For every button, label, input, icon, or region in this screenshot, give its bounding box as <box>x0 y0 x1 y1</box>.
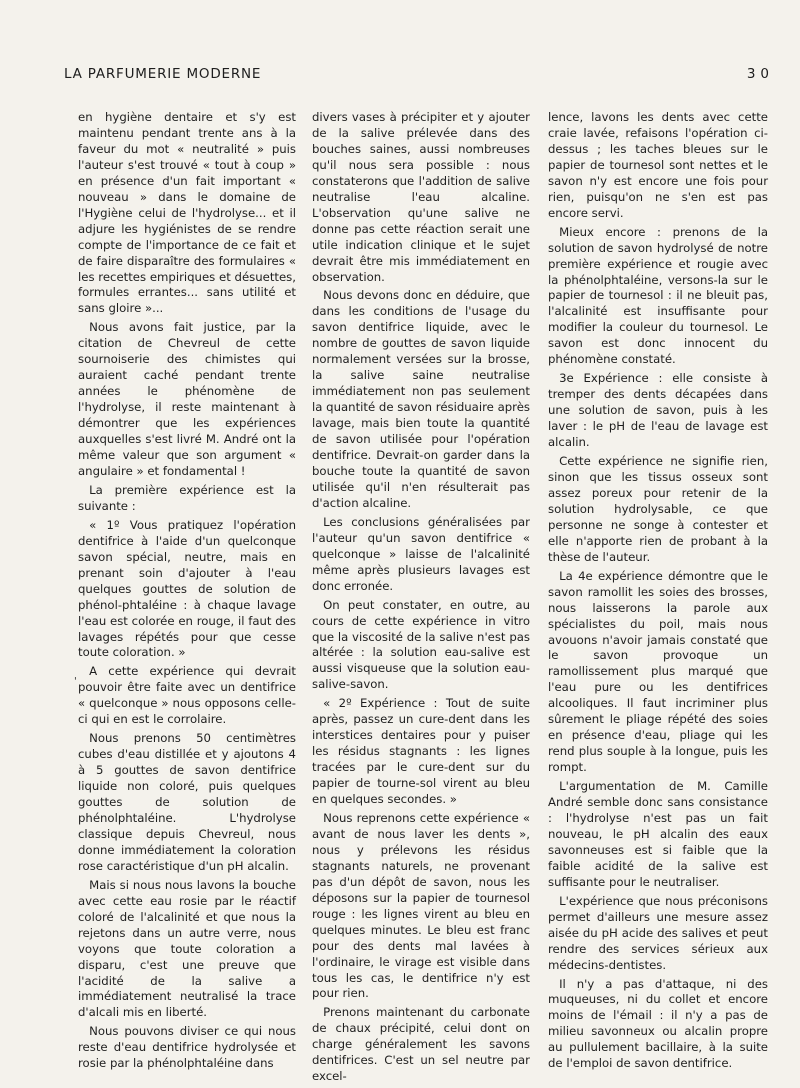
paragraph: Nous prenons 50 centimètres cubes d'eau distillée et y ajoutons 4 à 5 gouttes de savon dentifrice liquide non coloré, puis quelques gouttes de solution de phénolphtaléine. L'hydrolyse classique depuis Chevreul, nous donne immédiatement la coloration rose caractéristique d'un pH alcalin. <box>78 731 296 873</box>
paragraph: L'argumentation de M. Camille André semble donc sans consistance : l'hydrolyse n'est pas un fait nouveau, le pH alcalin des eaux savonneuses est si faible que la faible acidité de la salive est suffisante pour le neutraliser. <box>548 779 768 889</box>
column-3 <box>548 110 768 1075</box>
paragraph: « 1º Vous pratiquez l'opération dentifrice à l'aide d'un quelconque savon spécial, neutre, mais en prenant soin d'ajouter à l'eau quelques gouttes de solution de phénol-phtaléine : à chaque lavage l'eau est colorée en rouge, il faut des lavages répétés pour que cesse toute coloration. » <box>78 517 296 660</box>
paragraph: L'expérience que nous préconisons permet d'ailleurs une mesure assez aisée du pH acide des salives et peut rendre des services sérieux aux médecins-dentistes. <box>548 893 768 972</box>
paragraph: Mieux encore : prenons de la solution de savon hydrolysé de notre première expérience et rougie avec la phénolphtaléine, versons-la sur le papier de tournesol : il ne bleuit pas, l'alcalinité est insuffisante pour modifier la couleur du tournesol. Le savon est donc innocent du phénomène constaté. <box>548 224 768 367</box>
paragraph: Nous reprenons cette expérience « avant de nous laver les dents », nous y prélevons les résidus stagnants naturels, ne provenant pas d'un dépôt de savon, nous les déposons sur la papier de tournesol rouge : les lignes virent au bleu en quelques minutes. Le bleu est franc pour des dents mal lavées à l'ordinaire, le virage est visible dans tous les cas, le dentifrice n'y est pour rien. <box>312 810 530 1001</box>
paragraph: Cette expérience ne signifie rien, sinon que les tissus osseux sont assez poreux pour retenir de la solution hydrolysable, ce que personne ne songe à contester et elle n'apporte rien de probant à la thèse de l'auteur. <box>548 454 768 564</box>
journal-title: LA PARFUMERIE MODERNE <box>64 66 262 82</box>
column-1 <box>78 110 296 1075</box>
paragraph: Nous devons donc en déduire, que dans les conditions de l'usage du savon dentifrice liquide, avec le nombre de gouttes de savon liquide normalement versées sur la brosse, la salive saine neutralise immédiatement non pas seulement la quantité de savon résiduaire après lavage, mais bien toute la quantité de savon utilisée pour l'opération dentifrice. Devrait-on garder dans la bouche toute la quantité de savon utilisée qu'il n'en résulterait pas d'action alcaline. <box>312 288 530 510</box>
paragraph: Les conclusions généralisées par l'auteur qu'un savon dentifrice « quelconque » laisse de l'alcalinité même après plusieurs lavages est donc erronée. <box>312 514 530 593</box>
paragraph: Nous avons fait justice, par la citation de Chevreul de cette sournoiserie des chimistes qui auraient caché pendant trente années le phénomène de l'hydrolyse, il reste maintenant à démontrer que les expériences auxquelles s'est livré M. André ont la même valeur que son argument « angulaire » et fondamental ! <box>78 320 296 478</box>
paragraph: Nous pouvons diviser ce qui nous reste d'eau dentifrice hydrolysée et rosie par la phénolphtaléine dans <box>78 1024 296 1071</box>
paragraph: lence, lavons les dents avec cette craie lavée, refaisons l'opération ci-dessus ; les taches bleues sur le papier de tournesol sont nettes et le savon n'y est encore une fois pour rien, puisqu'on ne s'en est pas encore servi. <box>548 110 768 220</box>
paragraph: « 2º Expérience : Tout de suite après, passez un cure-dent dans les interstices dentaires pour y puiser les résidus stagnants : les lignes tracées par le cure-dent sur du papier de tourne-sol virent au bleu en quelques secondes. » <box>312 696 530 807</box>
paragraph: Il n'y a pas d'attaque, ni des muqueuses, ni du collet et encore moins de l'émail : il n'y a pas de milieu savonneux ou alcalin propre au pullulement bacillaire, à la suite de l'emploi de savon dentifrice. <box>548 976 768 1071</box>
paragraph: A cette expérience qui devrait pouvoir être faite avec un dentifrice « quelconque » nous opposons celle-ci qui en est le corrolaire. <box>78 664 296 727</box>
paragraph: Prenons maintenant du carbonate de chaux précipité, celui dont on charge généralement les savons dentifrices. C'est un sel neutre par excel- <box>312 1005 530 1084</box>
margin-mark: ' <box>74 676 77 687</box>
running-head <box>64 66 774 86</box>
paragraph: en hygiène dentaire et s'y est maintenu pendant trente ans à la faveur du mot « neutralité » puis l'auteur s'est trouvé « tout à coup » en présence d'un fait important « nouveau » dans le domaine de l'Hygiène celui de l'hydrolyse... et il adjure les hygiénistes de se rendre compte de l'importance de ce fait et de faire disparaître des formulaires « les recettes empiriques et désuettes, formules errantes... sans utilité et sans gloire »... <box>78 110 296 316</box>
page-number: 30 <box>746 66 774 82</box>
paragraph: Mais si nous nous lavons la bouche avec cette eau rosie par le réactif coloré de l'alcalinité et que nous la rejetons dans un autre verre, nous voyons que toute coloration a disparu, c'est une preuve que l'acidité de la salive a immédiatement neutralisé la trace d'alcali mis en liberté. <box>78 877 296 1020</box>
paragraph: divers vases à précipiter et y ajouter de la salive prélevée dans des bouches saines, aussi nombreuses qu'il nous sera possible : nous constaterons que l'addition de salive neutralise l'eau alcaline. L'observation qu'une salive ne donne pas cette réaction serait une utile indication clinique et le sujet devrait être mis immédiatement en observation. <box>312 110 530 284</box>
paragraph: La première expérience est la suivante : <box>78 482 296 513</box>
column-2 <box>312 110 530 1088</box>
paragraph: 3e Expérience : elle consiste à tremper des dents décapées dans une solution de savon, puis à les laver : le pH de l'eau de lavage est alcalin. <box>548 371 768 450</box>
paragraph: On peut constater, en outre, au cours de cette expérience in vitro que la viscosité de la salive n'est pas altérée : la solution eau-salive est aussi visqueuse que la solution eau-salive-savon. <box>312 597 530 692</box>
paragraph: La 4e expérience démontre que le savon ramollit les soies des brosses, nous laisserons la parole aux spécialistes du poil, mais nous avouons n'avoir jamais constaté que le savon provoque un ramollissement plus marqué que l'eau pure ou les dentifrices alcooliques. Il faut incriminer plus sûrement le pliage répété des soies en présence d'eau, pliage qui les rend plus souple à la longue, puis les rompt. <box>548 568 768 775</box>
